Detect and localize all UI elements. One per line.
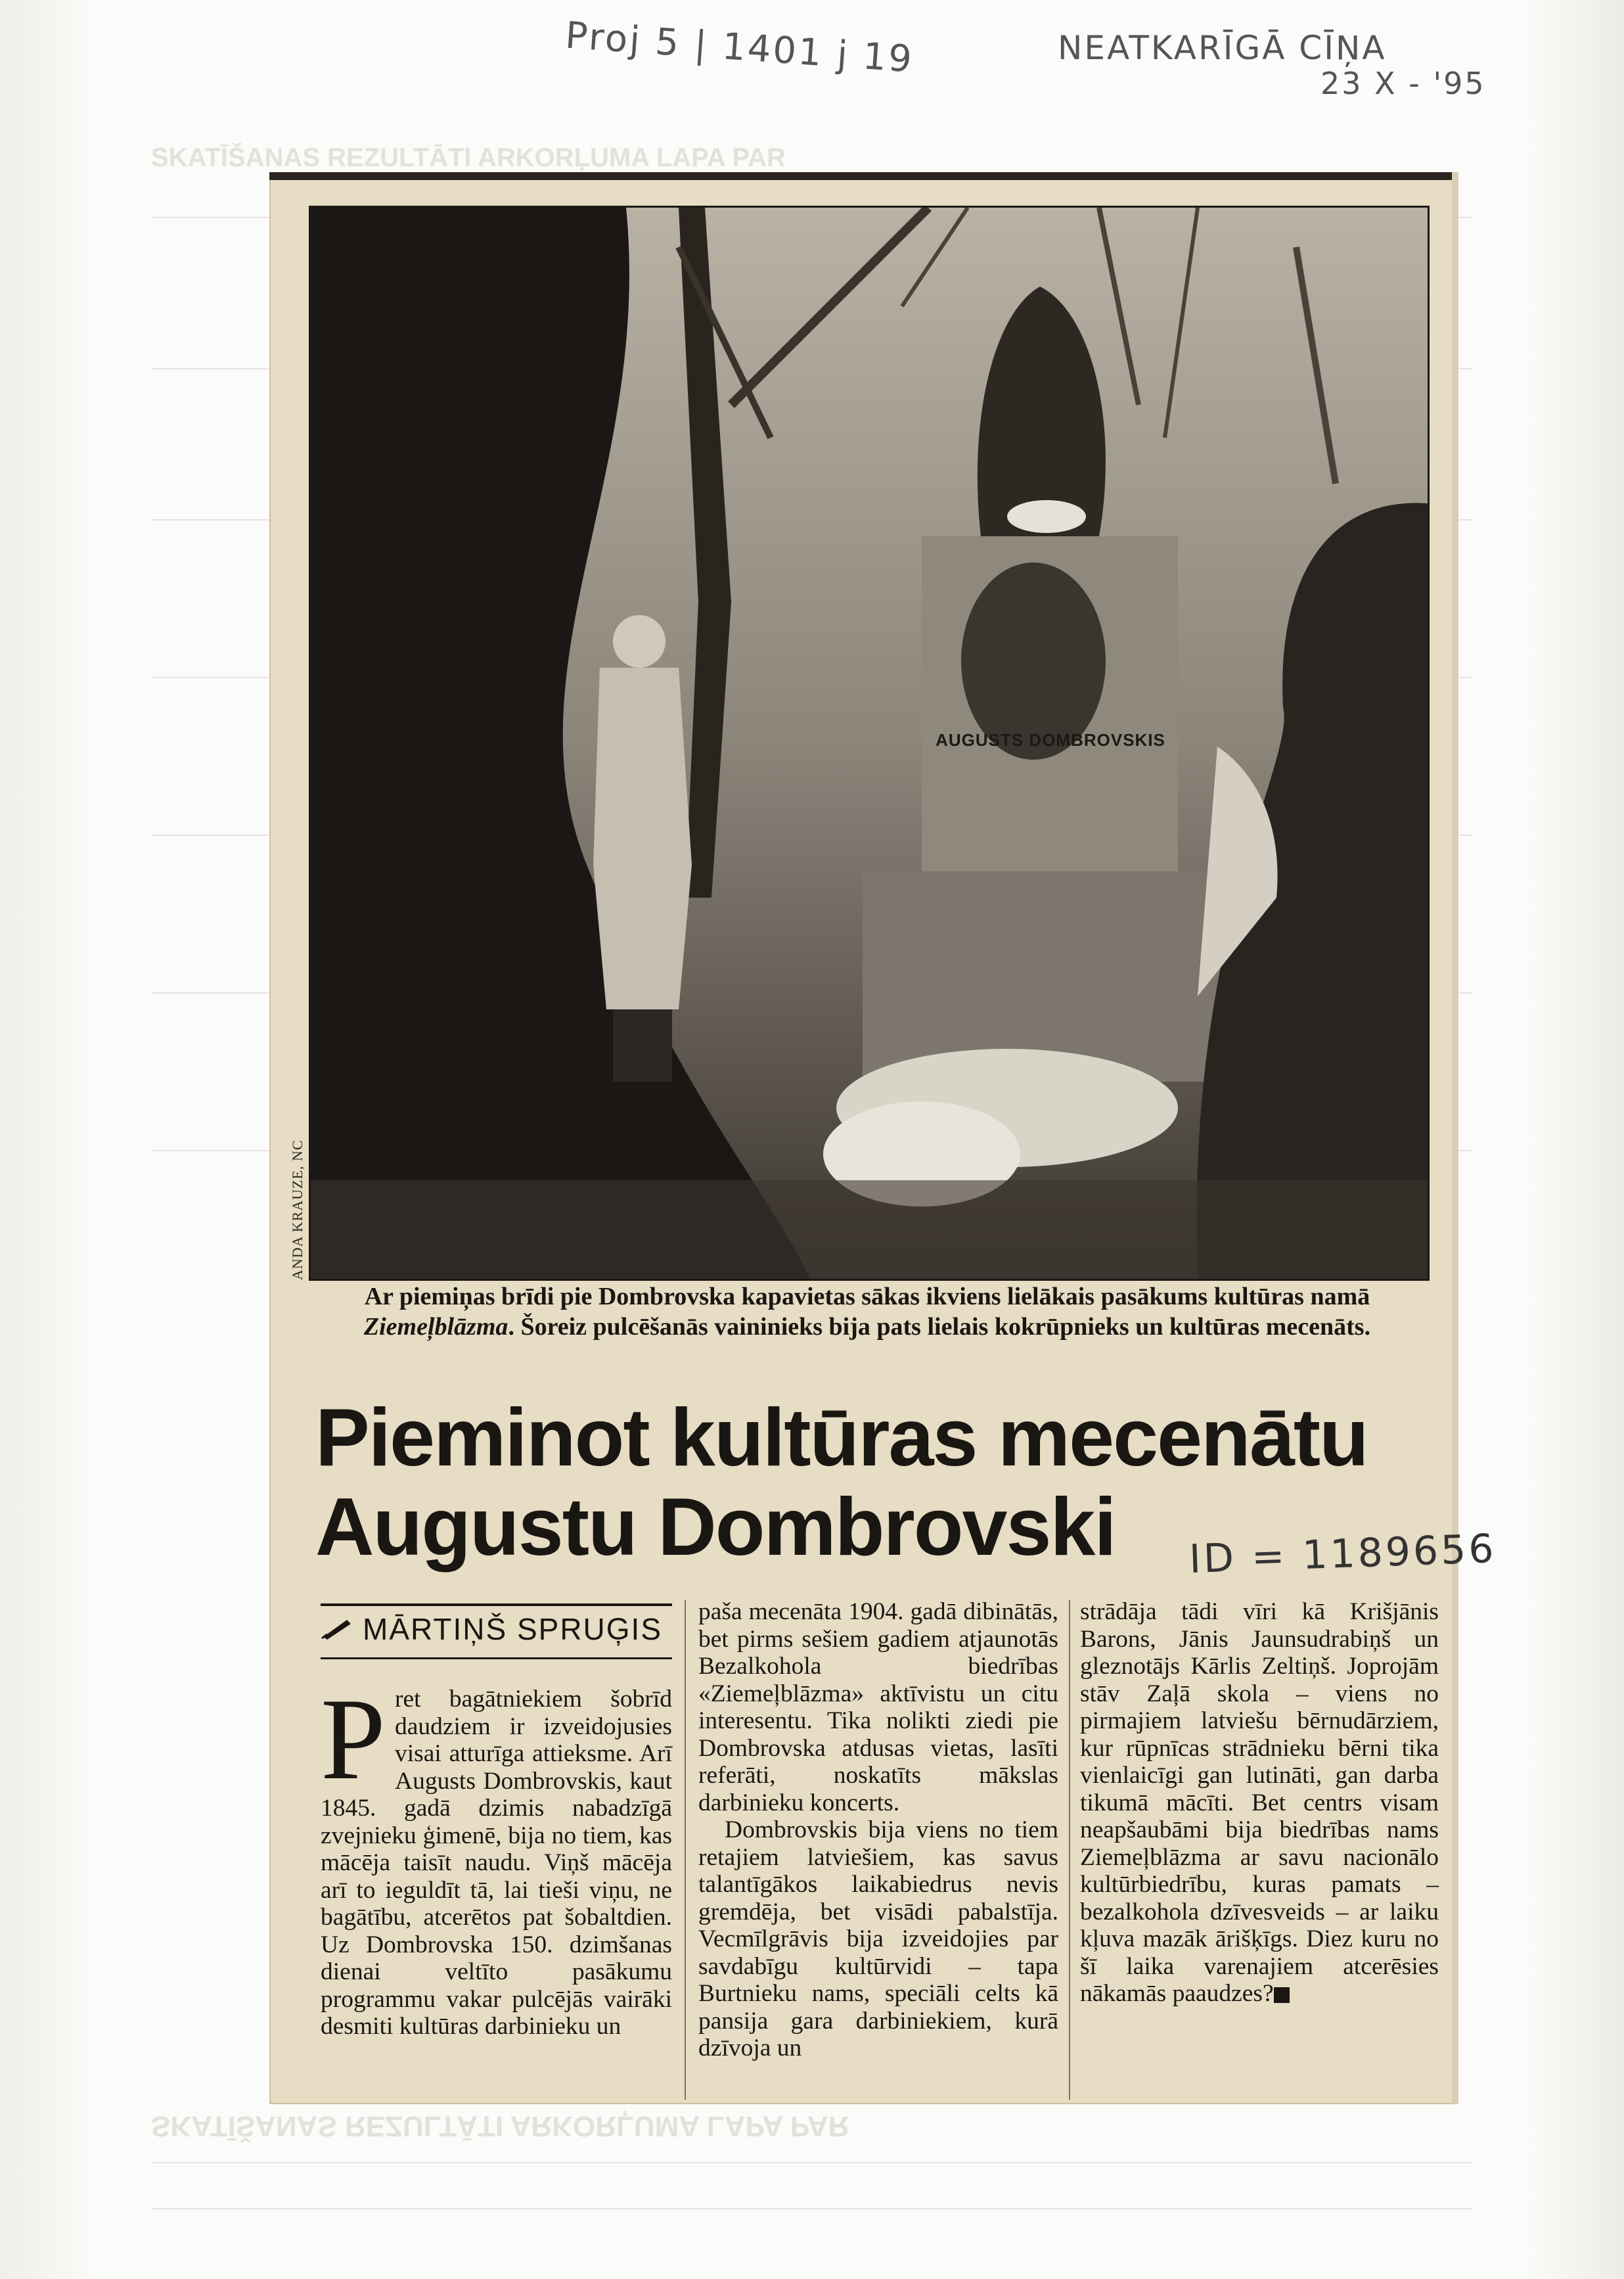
article-column-3 [1080,1598,1439,2008]
drop-cap: P [321,1674,386,1804]
caption-part-2: Ziemeļblāzma [363,1313,508,1341]
handwritten-id-note: ID = 1189656 [1188,1525,1497,1583]
photo-credit [288,1091,307,1288]
byline-rule [321,1603,672,1606]
column-2-paragraph-1: paša mecenāta 1904. gadā dibinātās, bet pirms sešiem gadiem atjaunotās Bezalkohola biedrības «Ziemeļblāzma» aktīvistu un citu interesentu. Tika nolikti ziedi pie Dombrovska atdusas vietas, lasīti referāti, noskatīts mākslas darbinieku koncerts. [698,1598,1058,1816]
monument-inscription: AUGUSTS DOMBROVSKIS [936,730,1165,750]
ghost-rule [151,2208,1473,2209]
article-column-2 [698,1598,1058,2062]
byline [321,1611,672,1647]
column-3-text: strādāja tādi vīri kā Krišjānis Barons, Jānis Jaunsudrabiņš un gleznotājs Kārlis Zeltiņš. Joprojām stāv Zaļā skola – viens no pirmajiem latviešu bērnudārziem, kur rūpnīcas strādnieku bērni tika vienlaicīgi gan lutināti, gan darba tikumā mācīti. Bet centrs visam neapšaubāmi bija biedrības nams Ziemeļblāzma ar savu nacionālo kultūrbiedrību, kuras pamats – bezalkohola dzīvesveids – ar laiku kļuva mazāk ārišķīgs. Diez kuru no šī laika varenajiem atcerēsies nākamās paaudzes? [1080,1598,1439,2007]
photo-credit-text: ANDA KRAUZE, NC [289,1140,305,1280]
pen-icon [321,1611,356,1647]
ghost-heading-bottom: SKATĪŠANAS REZULTĀTI ARKORĻUMA LAPA PAR [151,2110,849,2142]
headline-line-2: Augustu Dombrovski [315,1482,1116,1573]
byline-rule-bottom [321,1657,672,1659]
clipping-edge [1452,172,1458,2104]
handwritten-reference: Proj 5 | 1401 j 19 [564,14,915,81]
ghost-rule [151,2162,1473,2163]
memorial-photo [309,206,1430,1281]
article-column-1 [321,1674,672,2040]
column-rule [1069,1600,1070,2100]
column-rule [685,1600,686,2100]
ghost-heading-top: SKATĪŠANAS REZULTĀTI ARKORĻUMA LAPA PAR [151,143,786,172]
caption-part-1: Ar piemiņas brīdi pie Dombrovska kapavietas sākas ikviens lielākais pasākums kultūras namā [364,1283,1370,1310]
column-1-text: ret bagātniekiem šobrīd daudziem ir izveidojusies visai atturīga attieksme. Arī Augusts Dombrovskis, kaut 1845. gadā dzimis nabadzīgā zvejnieku ģimenē, bija no tiem, kas mācēja taisīt naudu. Viņš mācēja arī to ieguldīt tā, lai tieši viņu, ne bagātību, atcerētos pat šobaltdien. Uz Dombrovska 150. dzimšanas dienai veltīto pasākumu programmu vakar pulcējās vairāki desmiti kultūras darbinieku un [321,1686,672,2040]
caption-part-3: . Šoreiz pulcēšanās vaininieks bija pats lielais kokrūpnieks un kultūras mecenāts. [508,1313,1371,1341]
byline-author: MĀRTIŅŠ SPRUĢIS [363,1612,662,1646]
handwritten-source: NEATKARĪGĀ CĪŅA [1058,29,1387,67]
handwritten-date: 23 X - '95 [1320,66,1486,101]
photo-illustration [311,208,1428,1279]
clipping-top-rule [269,172,1457,180]
photo-caption [315,1281,1419,1342]
end-of-article-mark [1274,1987,1290,2003]
headline-line-1: Pieminot kultūras mecenātu [315,1393,1368,1483]
column-2-paragraph-2: Dombrovskis bija viens no tiem retajiem latviešiem, kas savus talantīgākos laikabiedrus nevis gremdēja, bet visādi pabalstīja. Vecmīlgrāvis bija izveidojies par savdabīgu kultūrvidi – tapa Burtnieku nams, speciāli celts kā pansija gara darbiniekiem, kurā dzīvoja un [698,1816,1058,2061]
